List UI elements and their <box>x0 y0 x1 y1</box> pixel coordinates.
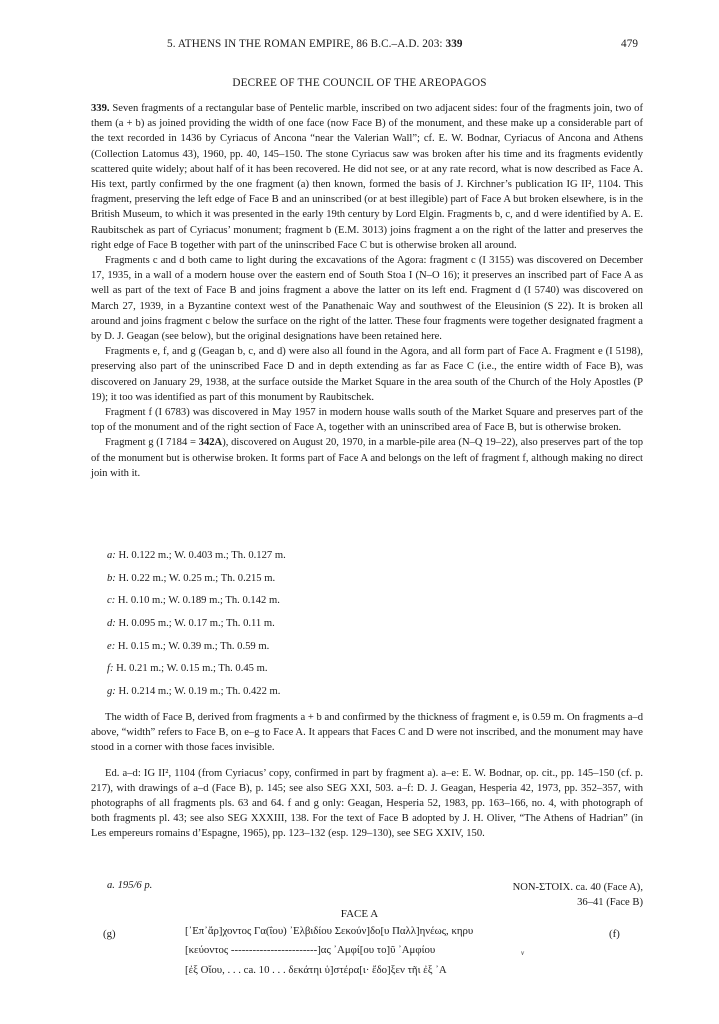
paragraph-fragment-g: Fragment g (I 7184 = 342A), discovered on August 20, 1970, in a marble-pile area (N–Q 19–22), also preserves part of the top of the monument but is otherwise broken. It forms part of Face A and belongs on the left of fragment f, although making no direct join with it. <box>91 437 644 479</box>
fragment-label-f: (f) <box>609 928 620 940</box>
commentary <box>91 710 643 842</box>
measurement-row: c: H. 0.10 m.; W. 0.189 m.; Th. 0.142 m. <box>107 595 280 607</box>
measurement-row: g: H. 0.214 m.; W. 0.19 m.; Th. 0.422 m. <box>107 686 281 698</box>
measurement-row: f: H. 0.21 m.; W. 0.15 m.; Th. 0.45 m. <box>107 663 268 675</box>
running-title: 5. ATHENS IN THE ROMAN EMPIRE, 86 B.C.–A.D. 203: 339 <box>167 38 463 50</box>
cross-reference-342a: 342A <box>198 437 223 449</box>
fragment-label-g: (g) <box>103 928 116 940</box>
paragraph-intro: 339. Seven fragments of a rectangular base of Pentelic marble, inscribed on two adjacent sides: four of the fragments join, two of them (a + b) as joined providing the width of one face (now Face B) of the monument, and these make up a considerable part of the text recorded in 1436 by Cyriacus of Ancona “near the Valerian Wall”; cf. E. W. Bodnar, Cyriacus of Ancona and Athens (Collection Latomus 43), 1960, pp. 40, 145–150. The stone Cyriacus saw was broken after his time and its fragments evidently scattered quite widely; about half of it has been recovered. He did not see, or at any rate record, what is now described as Face A. His text, partly confirmed by the one fragment (a) then known, formed the basis of J. Kirchner’s publication IG II², 1104. This fragment, preserving the left edge of Face B and an uninscribed (or at best illegible) part of Face A but broken elsewhere, is in the British Museum, to which it was presented in the early 19th century by Lord Elgin. Fragments b, c, and d were identified by A. E. Raubitschek as part of Cyriacus’ monument; fragment b (E.M. 3013) joins fragment a on the right of the latter and preserves the right edge of Face B together with part of the uninscribed Face C but is otherwise broken all around. <box>91 103 643 251</box>
section-title: DECREE OF THE COUNCIL OF THE AREOPAGOS <box>232 77 487 89</box>
measurements-list <box>107 548 286 707</box>
measurement-row: a: H. 0.122 m.; W. 0.403 m.; Th. 0.127 m. <box>107 550 286 561</box>
greek-line-1: [᾿Επ᾿ἄρ]χοντος Γα(ΐου) ᾿Ελβιδίου Σεκούν]δο[υ Παλλ]ηνέως, κηρυ <box>185 925 474 937</box>
measurement-row: b: H. 0.22 m.; W. 0.25 m.; Th. 0.215 m. <box>107 572 276 584</box>
greek-line-3: [ἐξ Οἴου, . . . ca. 10 . . . δεκάτηι ὑ]στέρα[ι· ἔδο]ξεν τῆι ἐξ ᾿Α <box>185 964 447 976</box>
face-a-heading: FACE A <box>340 908 379 920</box>
paragraph-width: The width of Face B, derived from fragments a + b and confirmed by the thickness of fragment e, is 0.59 m. On fragments a–d above, “width” refers to Face B, on e–g to Face A. It appears that Faces C and D were not inscribed, and the monument may have stood in a corner with those faces invisible. <box>91 712 643 754</box>
paragraph-fragments-e-f-g: Fragments e, f, and g (Geagan b, c, and d) were also all found in the Agora, and all form part of Face A. Fragment e (I 5198), preserving also part of the uninscribed Face D and in depth extending as far as Face C (i.e., the entire width of Face B), was discovered on January 29, 1938, at the surface outside the Market Square in the area south of the Church of the Holy Apostles (P 19); it too was identified as part of this monument by Raubitschek. <box>91 346 643 403</box>
entry-body <box>91 101 643 481</box>
measurement-row: d: H. 0.095 m.; W. 0.17 m.; Th. 0.11 m. <box>107 618 275 630</box>
measurement-row: e: H. 0.15 m.; W. 0.39 m.; Th. 0.59 m. <box>107 640 270 652</box>
running-title-number: 339 <box>445 38 463 50</box>
paragraph-fragment-f: Fragment f (I 6783) was discovered in May 1957 in modern house walls south of the Market Square and preserves part of the top of the monument and of the right section of Face A, together with an uninscribed area of Face B, but is otherwise broken. <box>91 407 643 434</box>
entry-number: 339. <box>91 103 110 114</box>
vacat-mark: v <box>521 949 525 957</box>
greek-line-2: [κεύοντος ------------------------]ας ᾿Αμφί[ου το]ῦ ᾿Αμφίου <box>185 944 436 956</box>
paragraph-editions: Ed. a–d: IG II², 1104 (from Cyriacus’ copy, confirmed in part by fragment a). a–e: E. W. Bodnar, op. cit., pp. 145–150 (cf. p. 217), with drawings of a–d (Face B), p. 145; see also SEG XXI, 503. a–f: D. J. Geagan, Hesperia 42, 1973, pp. 352–357, with photographs of all fragments pls. 63 and 64. f and g only: Geagan, Hesperia 52, 1983, pp. 163–166, no. 4, with photograph of both fragments pl. 43; see also SEG XXXIII, 138. For the text of Face B adopted by J. H. Oliver, “The Athens of Hadrian” (in Les empereurs romains d’Espagne, 1965), pp. 123–132 (esp. 129–130), see SEG XXIV, 150. <box>91 767 643 840</box>
paragraph-fragments-c-d: Fragments c and d both came to light during the excavations of the Agora: fragment c (I 3155) was discovered on December 17, 1935, in a wall of a modern house over the eastern end of South Stoa I (N–O 16); it preserves an inscribed part of Face A as well as part of the text of Face B and joins fragment a above the latter on its left end. Fragment d (I 5740) was discovered on March 27, 1939, in a Byzantine context west of the Panathenaic Way and southwest of the Eleusinion (S 22). It is broken all around and joins fragment c below the surface on the right of the latter. These four fragments were together designated fragment a by D. J. Geagan (see below), but the original designations have been retained here. <box>91 255 643 343</box>
date-line: a. 195/6 p. <box>107 880 153 891</box>
page-number: 479 <box>621 38 639 50</box>
stoichedon-note: NON-ΣΤΟΙΧ. ca. 40 (Face A), 36–41 (Face B) <box>512 882 643 909</box>
